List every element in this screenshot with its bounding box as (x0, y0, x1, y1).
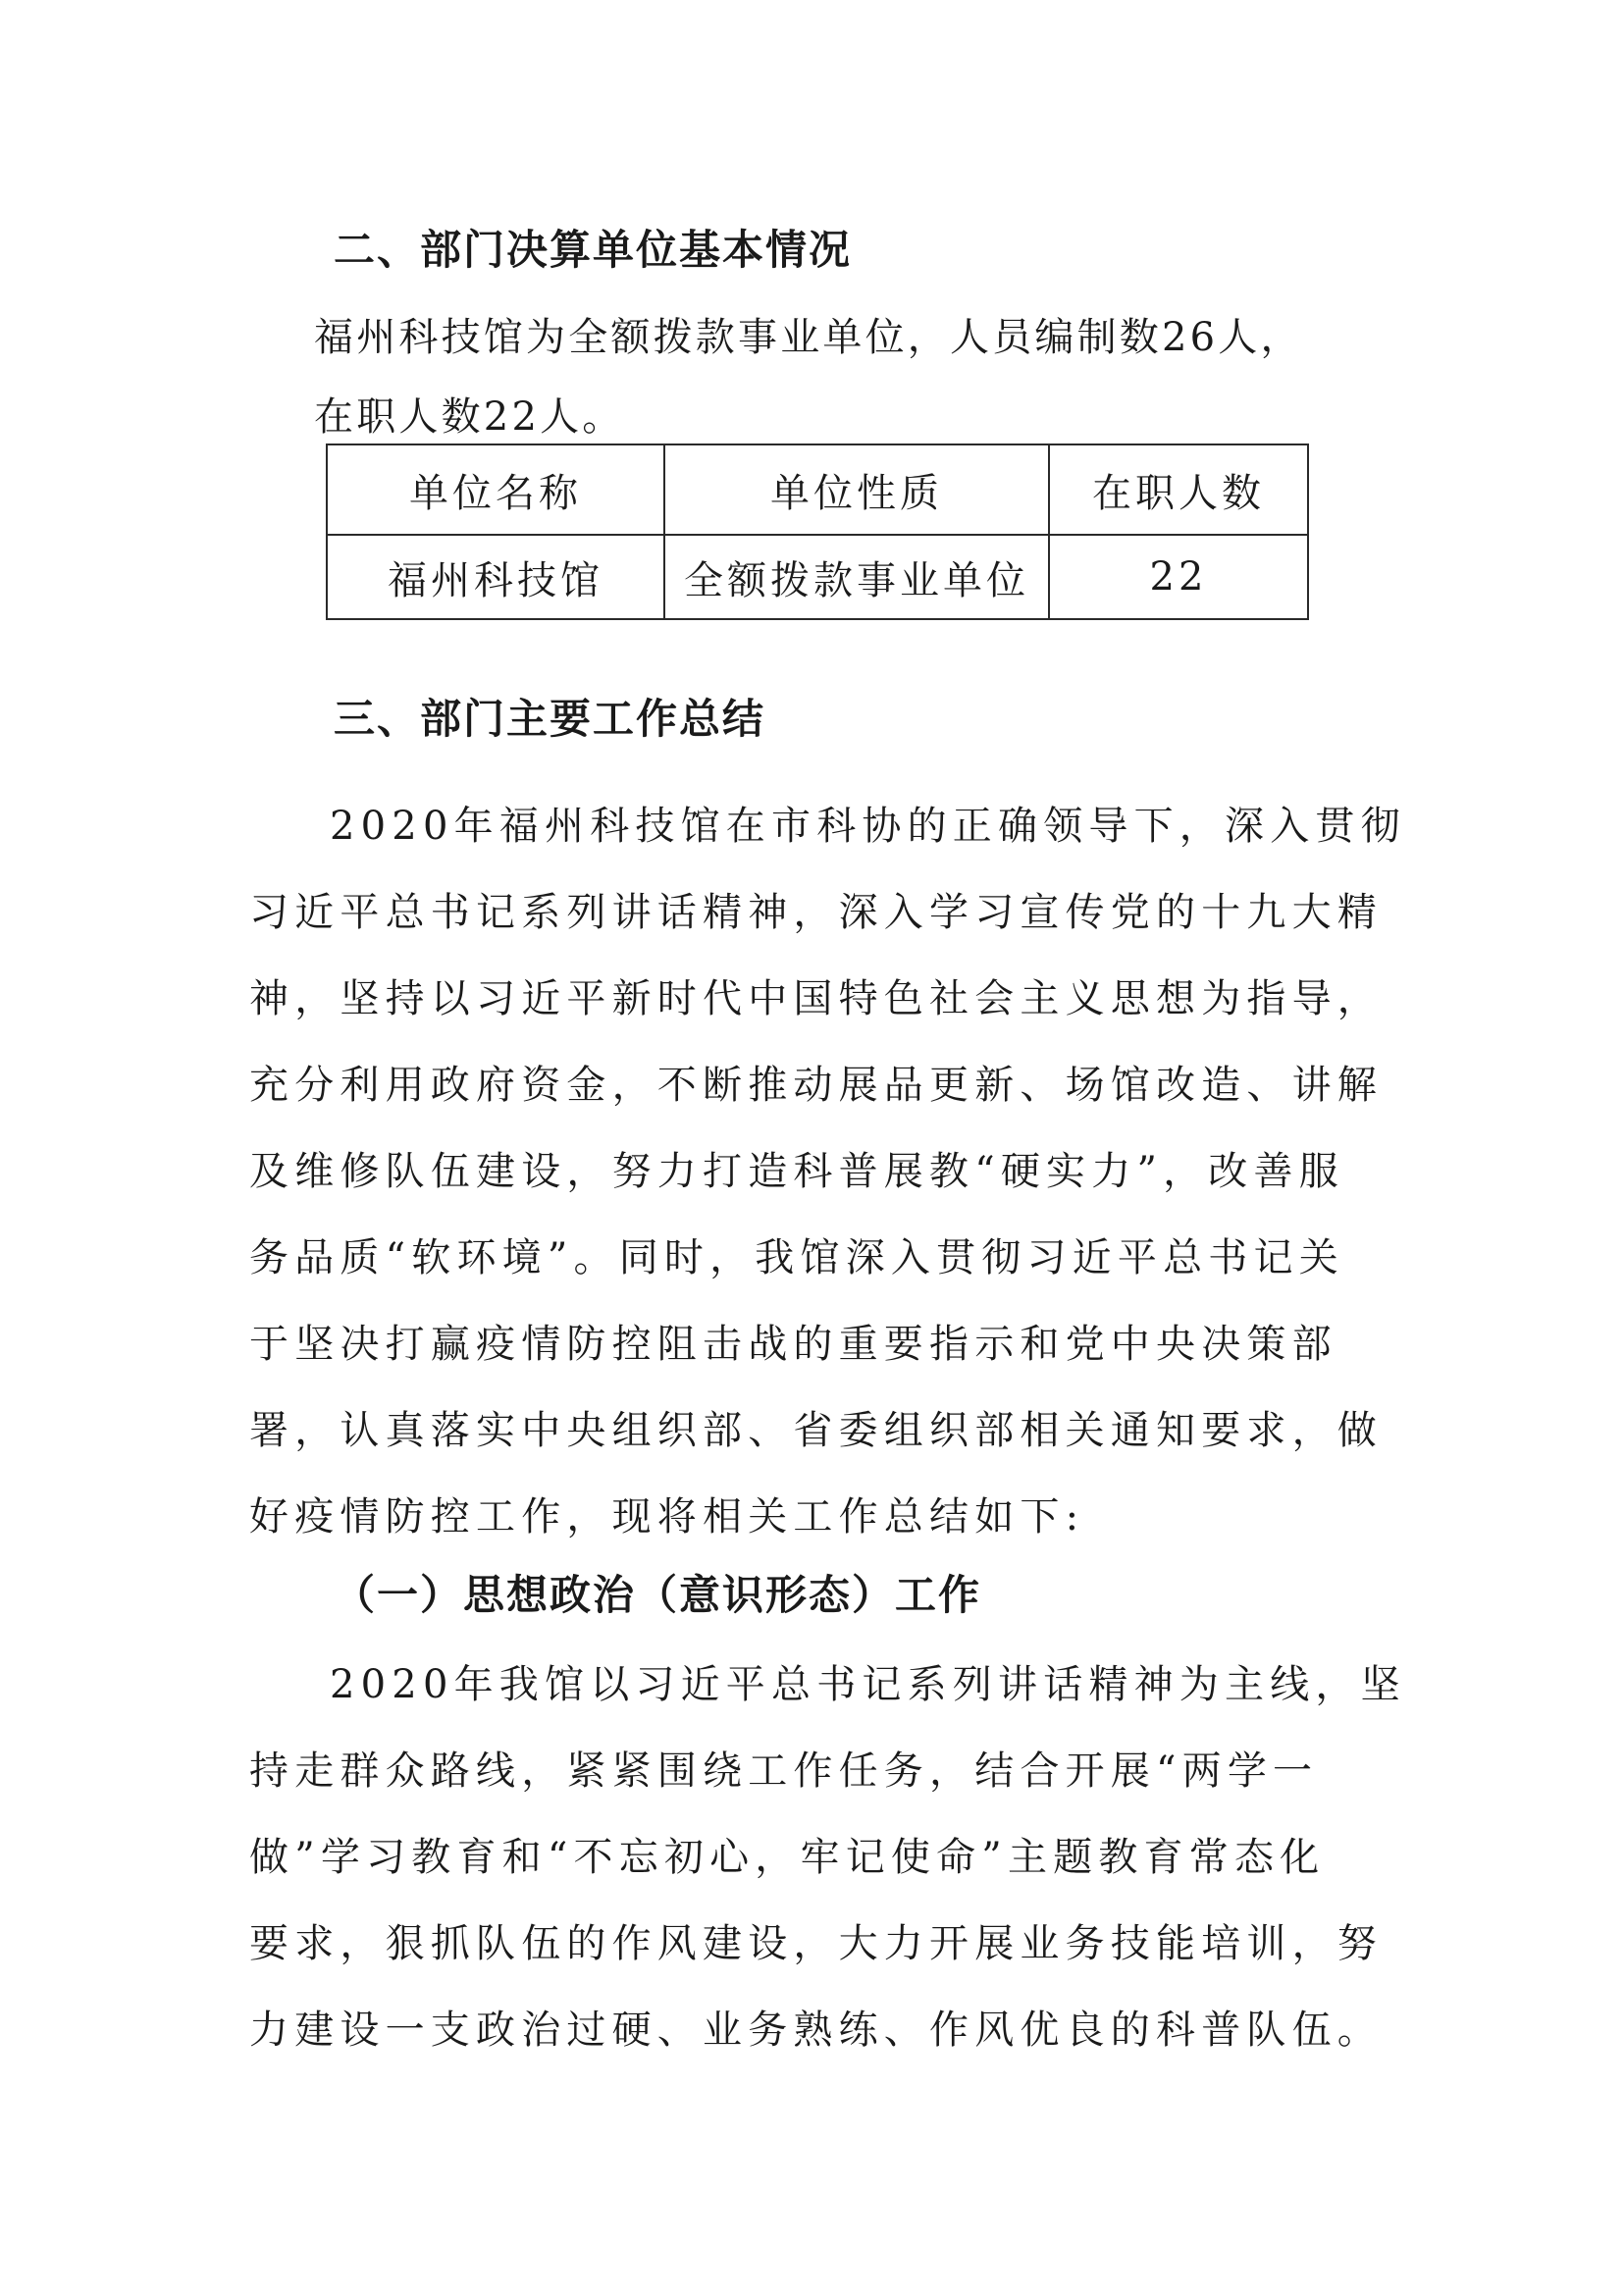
unit-info-table (326, 444, 1309, 620)
paragraph-line: 署，认真落实中央组织部、省委组织部相关通知要求，做 (249, 1408, 1383, 1453)
intro-line-1: 福州科技馆为全额拨款事业单位，人员编制数26人， (314, 315, 1303, 360)
table-cell: 福州科技馆 (327, 535, 664, 619)
table-header-cell: 单位性质 (664, 444, 1049, 535)
paragraph-line: 2020年福州科技馆在市科协的正确领导下，深入贯彻 (330, 804, 1406, 849)
paragraph-line: 做”学习教育和“不忘初心，牢记使命”主题教育常态化 (249, 1835, 1326, 1880)
paragraph-line: 及维修队伍建设，努力打造科普展教“硬实力”，改善服 (249, 1149, 1344, 1194)
section-2-heading: 二、部门决算单位基本情况 (334, 226, 853, 274)
paragraph-line: 务品质“软环境”。同时，我馆深入贯彻习近平总书记关 (249, 1235, 1344, 1280)
paragraph-line: 好疫情防控工作，现将相关工作总结如下: (249, 1494, 1085, 1539)
intro-line-2: 在职人数22人。 (314, 394, 625, 440)
paragraph-line: 力建设一支政治过硬、业务熟练、作风优良的科普队伍。 (249, 2008, 1383, 2053)
paragraph-line: 习近平总书记系列讲话精神，深入学习宣传党的十九大精 (249, 890, 1383, 935)
table-row (327, 535, 1308, 619)
paragraph-line: 持走群众路线，紧紧围绕工作任务，结合开展“两学一 (249, 1748, 1319, 1794)
paragraph-line: 要求，狠抓队伍的作风建设，大力开展业务技能培训，努 (249, 1921, 1383, 1966)
table-header-cell: 单位名称 (327, 444, 664, 535)
paragraph-line: 充分利用政府资金，不断推动展品更新、场馆改造、讲解 (249, 1063, 1383, 1108)
table-cell: 22 (1049, 535, 1308, 619)
table-header-row (327, 444, 1308, 535)
paragraph-line: 神，坚持以习近平新时代中国特色社会主义思想为指导， (249, 976, 1383, 1021)
paragraph-line: 于坚决打赢疫情防控阻击战的重要指示和党中央决策部 (249, 1322, 1337, 1367)
table-cell: 全额拨款事业单位 (664, 535, 1049, 619)
paragraph-line: 2020年我馆以习近平总书记系列讲话精神为主线，坚 (330, 1662, 1406, 1707)
subsection-1-heading: （一）思想政治（意识形态）工作 (334, 1571, 982, 1619)
section-3-heading: 三、部门主要工作总结 (334, 695, 766, 743)
table-header-cell: 在职人数 (1049, 444, 1308, 535)
